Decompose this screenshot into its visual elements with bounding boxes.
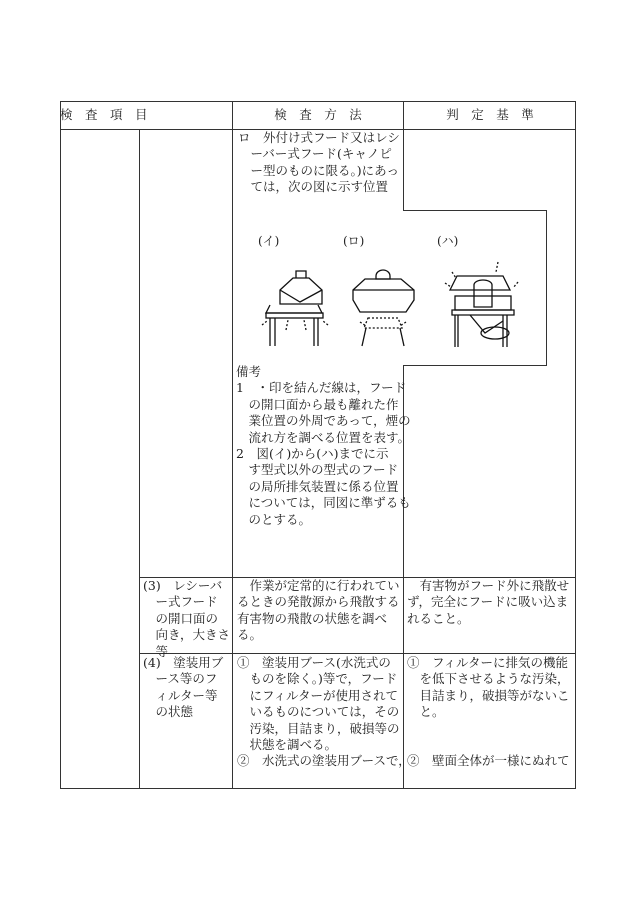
text-line: のとする。 — [236, 511, 312, 527]
text-line: ① フィルターに排気の機能 — [407, 655, 569, 670]
figure-label-i: (イ) — [258, 234, 280, 248]
text-line — [407, 737, 570, 753]
text-line: (3) レシーバ — [143, 578, 223, 593]
text-line: ーバー式フード(キャノピ — [238, 146, 392, 162]
text-line: の開口面から最も離れた作 — [236, 396, 399, 412]
row4-criteria — [407, 655, 570, 770]
remarks-text — [236, 364, 411, 528]
text-line: ィルター等 — [143, 687, 218, 703]
text-line: ものを除く。)等で，フード — [237, 671, 398, 687]
text-line: ース等のフ — [143, 671, 218, 687]
text-line: ① 塗装用ブース(水洗式の — [237, 655, 391, 670]
remarks-heading: 備考 — [236, 364, 262, 379]
header-criteria: 判 定 基 準 — [446, 107, 534, 122]
text-line: ては，次の図に示す位置 — [238, 179, 389, 195]
method-top-text — [238, 130, 400, 196]
hood-figure-ro — [353, 270, 414, 346]
text-line: を低下させるような汚染， — [407, 671, 570, 687]
text-line: 状態を調べる。 — [237, 736, 338, 752]
text-line: ② 壁面全体が一様にぬれて — [407, 753, 570, 769]
hood-figure-i — [262, 271, 328, 346]
figure-label-ro: (ロ) — [343, 234, 365, 248]
text-line: 向き，大きさ — [143, 627, 231, 643]
text-line: 目詰まり，破損等がないこ — [407, 687, 570, 703]
text-line: については，同図に準ずるも — [236, 495, 411, 511]
text-line: す型式以外の型式のフード — [236, 462, 399, 478]
figure-label-ha: (ハ) — [437, 234, 459, 248]
text-line: (4) 塗装用ブ — [143, 655, 224, 670]
row3-criteria — [407, 578, 569, 627]
text-line: と。 — [407, 704, 445, 720]
hood-illustrations — [262, 262, 518, 347]
text-line: 1 ・印を結んだ線は，フード — [236, 380, 407, 396]
text-line: ー式フード — [143, 594, 218, 610]
header-inspection-item: 検 査 項 目 — [60, 107, 148, 122]
text-line: 等 — [143, 643, 169, 659]
text-line: 流れ方を調べる位置を表す。 — [236, 429, 411, 445]
text-line: ず，完全にフードに吸い込ま — [407, 594, 569, 610]
row4-item — [143, 655, 223, 721]
text-line: 汚染，目詰まり，破損等の — [237, 720, 400, 736]
text-line — [407, 721, 570, 737]
text-line: 作業が定常的に行われてい — [237, 578, 400, 593]
text-line: にフィルターが使用されて — [237, 687, 399, 703]
header-inspection-method: 検 査 方 法 — [274, 107, 362, 122]
text-line: 2 図(イ)から(ハ)までに示 — [236, 445, 389, 461]
hood-figure-ha — [445, 262, 518, 347]
text-line: ロ 外付け式フード又はレシ — [238, 130, 400, 145]
text-line: るときの発散源から飛散する — [237, 594, 400, 610]
row4-method — [237, 655, 411, 770]
text-line: 業位置の外周であって，煙の — [236, 413, 411, 429]
text-line: れること。 — [407, 610, 470, 626]
text-line: の開口面の — [143, 610, 219, 626]
text-line: 有害物の飛散の状態を調べ — [237, 610, 388, 626]
text-line: ② 水洗式の塗装用ブースで， — [237, 753, 411, 769]
text-line: る。 — [237, 627, 263, 643]
text-line: の状態 — [143, 704, 194, 720]
row3-item — [143, 578, 230, 660]
row3-method — [237, 578, 400, 644]
text-line: の局所排気装置に係る位置 — [236, 478, 399, 494]
text-line: 有害物がフード外に飛散せ — [407, 578, 570, 593]
text-line: いるものについては，その — [237, 704, 400, 720]
text-line: ー型のものに限る。)にあっ — [238, 162, 400, 178]
